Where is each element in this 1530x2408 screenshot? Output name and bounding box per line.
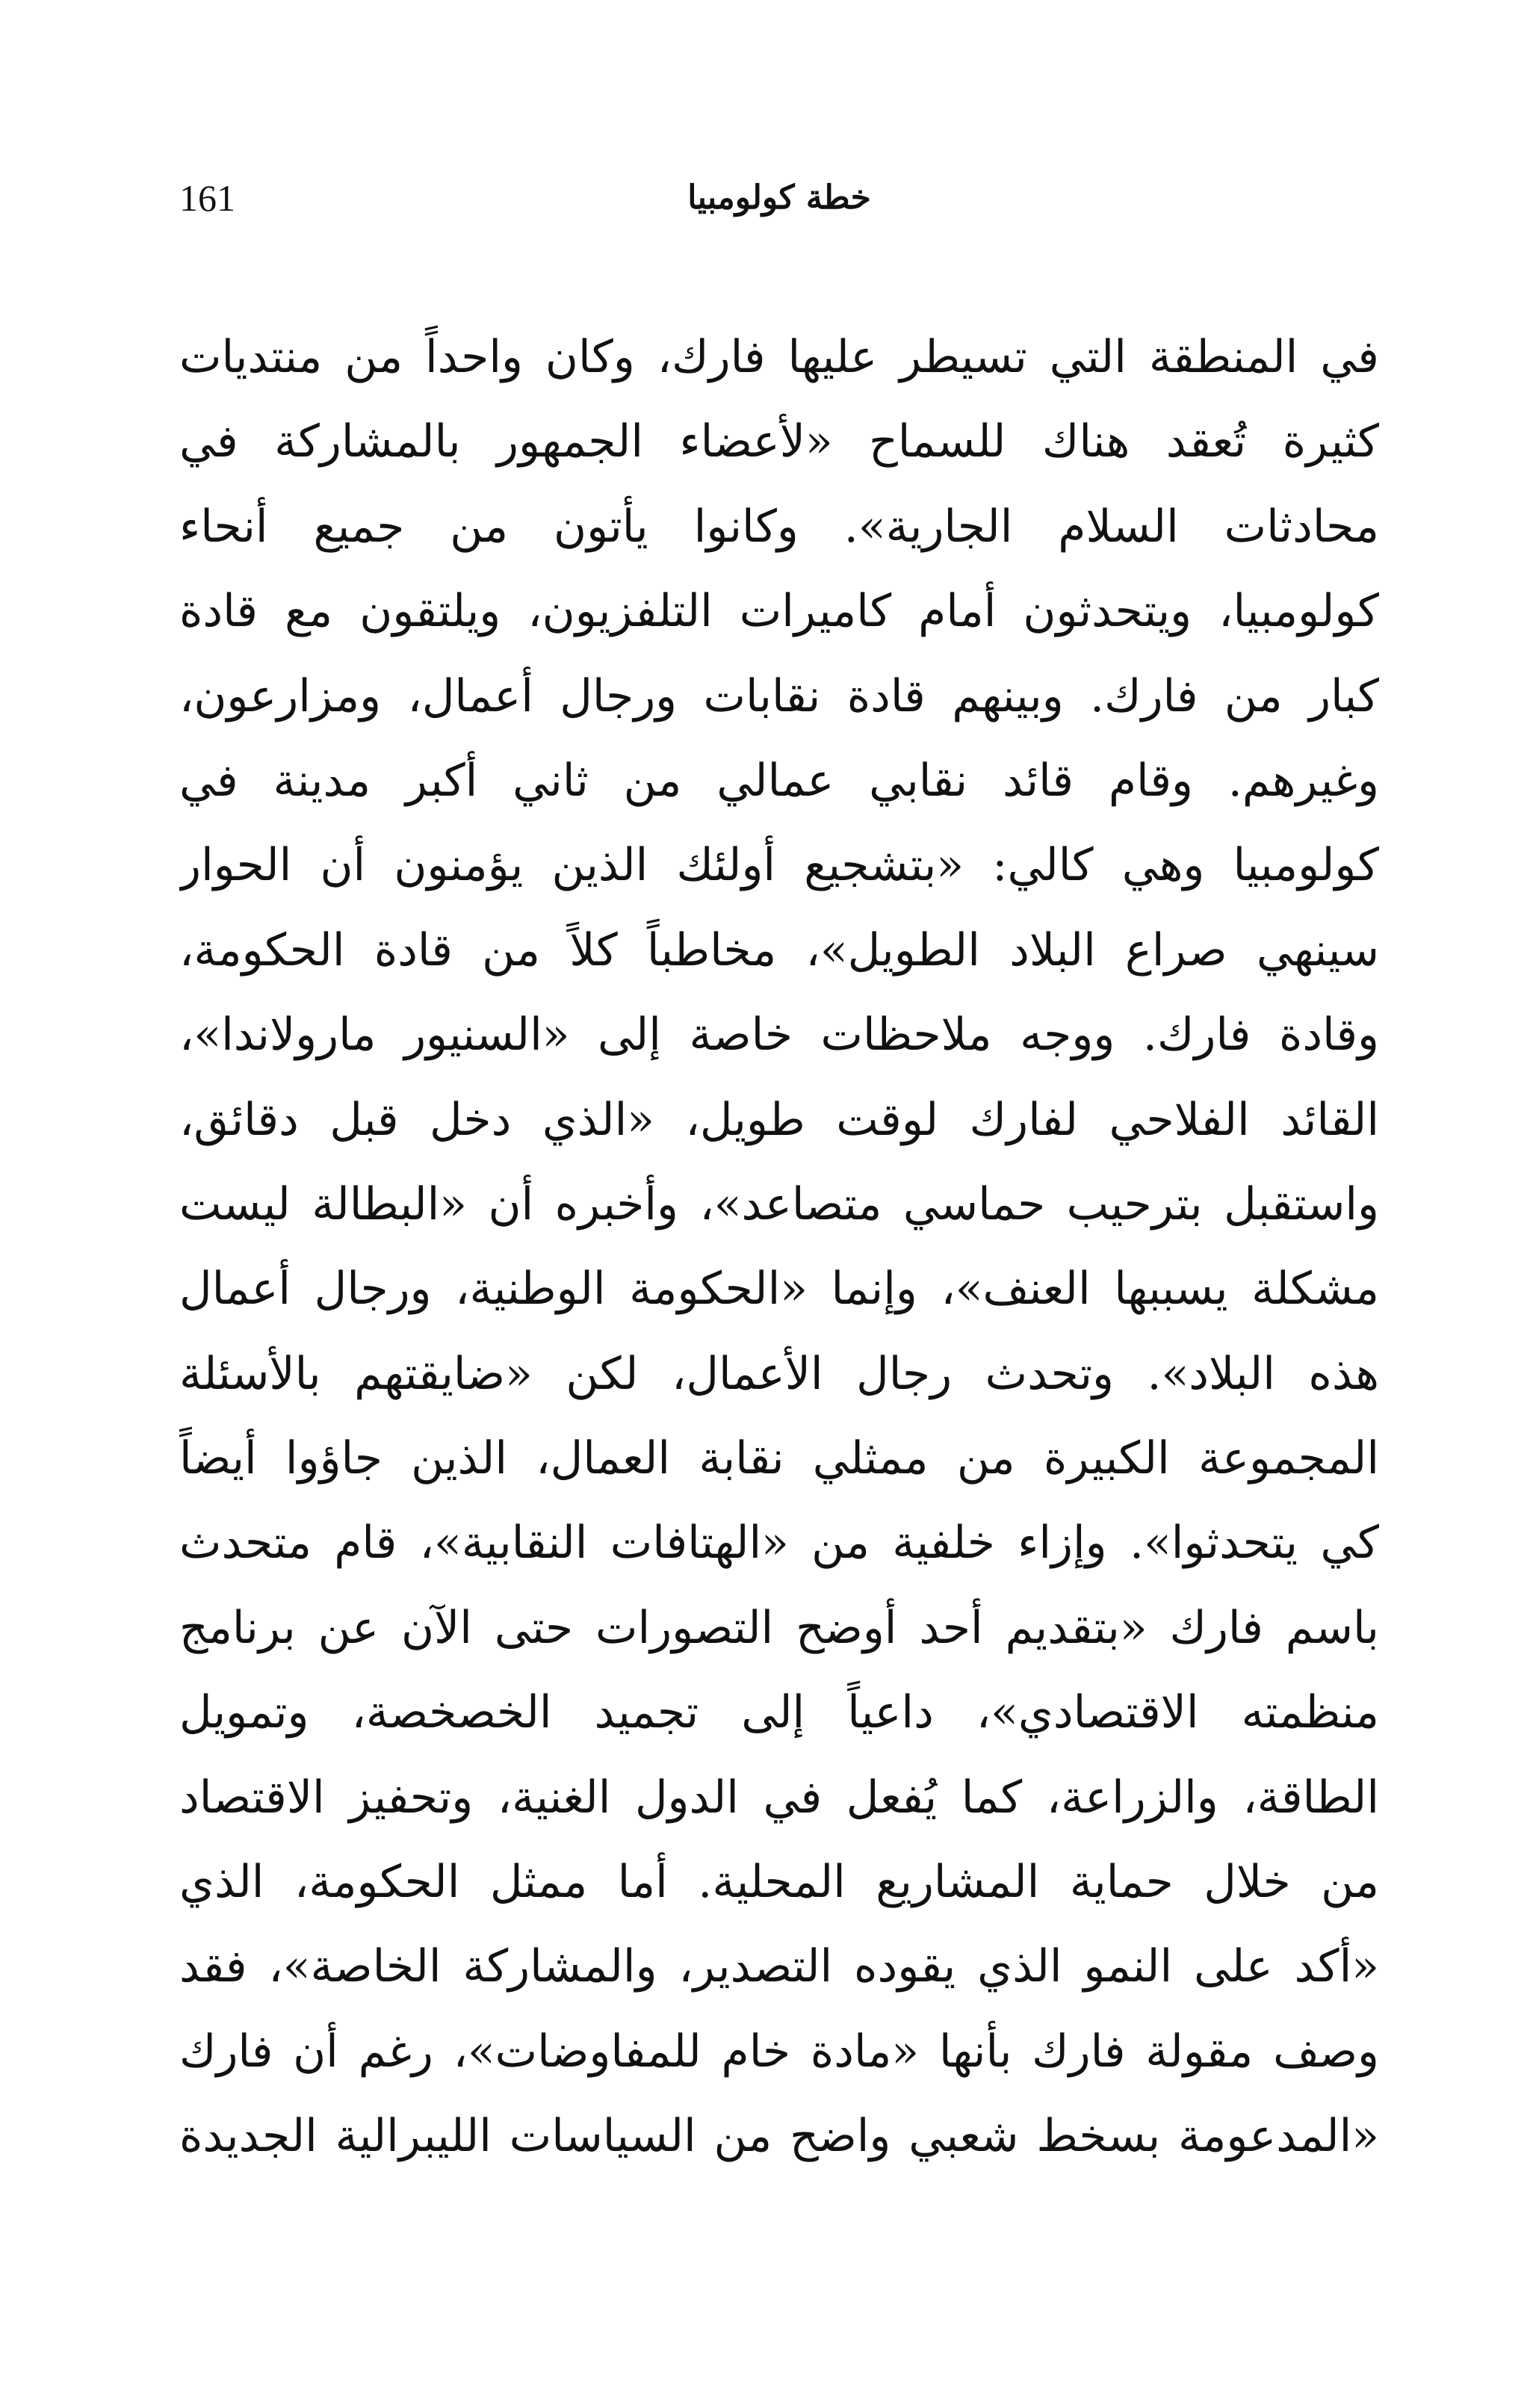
text-line: من خلال حماية المشاريع المحلية. أما ممثل الحكومة، الذي [179, 1856, 1379, 1909]
text-line: مشكلة يسببها العنف»، وإنما «الحكومة الوطنية، ورجال أعمال [179, 1263, 1379, 1316]
page-number: 161 [179, 177, 235, 219]
text-line: كي يتحدثوا». وإزاء خلفية من «الهتافات النقابية»، قام متحدث [179, 1517, 1379, 1570]
text-line: كولومبيا وهي كالي: «بتشجيع أولئك الذين يؤمنون أن الحوار [179, 839, 1379, 892]
text-line: وغيرهم. وقام قائد نقابي عمالي من ثاني أكبر مدينة في [179, 754, 1379, 807]
page-header [179, 168, 1379, 235]
text-line: واستقبل بترحيب حماسي متصاعد»، وأخبره أن «البطالة ليست [179, 1177, 1379, 1231]
text-line: «أكد على النمو الذي يقوده التصدير، والمشاركة الخاصة»، فقد [179, 1940, 1379, 1993]
text-line: «المدعومة بسخط شعبي واضح من السياسات الليبرالية الجديدة [179, 2110, 1379, 2163]
text-line: وصف مقولة فارك بأنها «مادة خام للمفاوضات»، رغم أن فارك [179, 2025, 1379, 2078]
text-line: وقادة فارك. ووجه ملاحظات خاصة إلى «السنيور مارولاندا»، [179, 1009, 1379, 1062]
text-line: كثيرة تُعقد هناك للسماح «لأعضاء الجمهور بالمشاركة في [179, 415, 1379, 468]
text-line: الطاقة، والزراعة، كما يُفعل في الدول الغنية، وتحفيز الاقتصاد [179, 1771, 1379, 1824]
running-title: خطة كولومبيا [687, 179, 871, 217]
text-line: هذه البلاد». وتحدث رجال الأعمال، لكن «ضايقتهم بالأسئلة [179, 1347, 1379, 1400]
text-line: محادثات السلام الجارية». وكانوا يأتون من جميع أنحاء [179, 500, 1379, 553]
text-line: المجموعة الكبيرة من ممثلي نقابة العمال، الذين جاؤوا أيضاً [179, 1432, 1379, 1485]
text-line: منظمته الاقتصادي»، داعياً إلى تجميد الخصخصة، وتمويل [179, 1686, 1379, 1739]
text-line: سينهي صراع البلاد الطويل»، مخاطباً كلاً من قادة الحكومة، [179, 923, 1379, 976]
text-line: في المنطقة التي تسيطر عليها فارك، وكان واحداً من منتديات [179, 331, 1379, 383]
body-text [179, 315, 1379, 2179]
text-line: القائد الفلاحي لفارك لوقت طويل، «الذي دخل قبل دقائق، [179, 1093, 1379, 1146]
text-line: كبار من فارك. وبينهم قادة نقابات ورجال أعمال، ومزارعون، [179, 669, 1379, 722]
text-line: كولومبيا، ويتحدثون أمام كاميرات التلفزيون، ويلتقون مع قادة [179, 585, 1379, 638]
text-line: باسم فارك «بتقديم أحد أوضح التصورات حتى الآن عن برنامج [179, 1601, 1379, 1654]
